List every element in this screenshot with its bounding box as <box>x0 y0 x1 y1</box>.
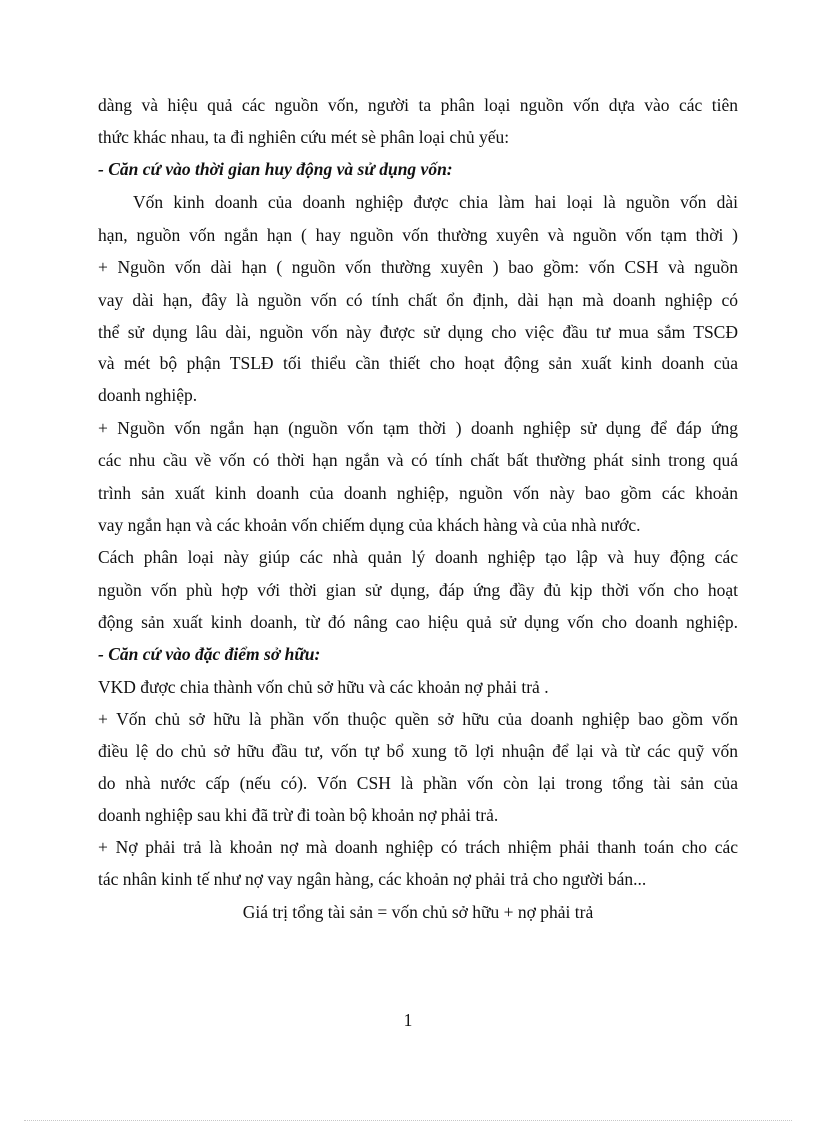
page-bottom-divider <box>24 1120 792 1121</box>
body-text-line: tác nhân kinh tế như nợ vay ngân hàng, các khoản nợ phải trả cho người bán... <box>98 869 647 889</box>
page-number: 1 <box>403 1010 413 1030</box>
body-text-line: các nhu cầu về vốn có thời hạn ngắn và có tính chất bất thường phát sinh trong quá <box>98 450 738 470</box>
body-text-line: nguồn vốn phù hợp với thời gian sử dụng, đáp ứng đầy đủ kịp thời vốn cho hoạt <box>98 580 738 600</box>
body-text-line: do nhà nước cấp (nếu có). Vốn CSH là phần vốn còn lại trong tổng tài sản của <box>98 773 738 793</box>
body-text-line: dàng và hiệu quả các nguồn vốn, người ta phân loại nguồn vốn dựa vào các tiên <box>98 95 738 115</box>
body-text-line: + Nợ phải trả là khoản nợ mà doanh nghiệp có trách nhiệm phải thanh toán cho các <box>98 837 738 857</box>
body-text-line: VKD được chia thành vốn chủ sở hữu và các khoản nợ phải trả . <box>98 677 549 697</box>
section-heading: - Căn cứ vào đặc điểm sở hữu: <box>98 644 321 664</box>
body-text-line: hạn, nguồn vốn ngắn hạn ( hay nguồn vốn thường xuyên và nguồn vốn tạm thời ) <box>98 225 738 245</box>
body-text-line: + Nguồn vốn dài hạn ( nguồn vốn thường xuyên ) bao gồm: vốn CSH và nguồn <box>98 257 738 277</box>
body-text-line: doanh nghiệp sau khi đã trừ đi toàn bộ khoản nợ phải trả. <box>98 805 499 825</box>
body-text-line: vay dài hạn, đây là nguồn vốn có tính chất ổn định, dài hạn mà doanh nghiệp có <box>98 290 738 310</box>
body-text-line: + Vốn chủ sở hữu là phần vốn thuộc quền sở hữu của doanh nghiệp bao gồm vốn <box>98 709 738 729</box>
body-text-line: Cách phân loại này giúp các nhà quản lý doanh nghiệp tạo lập và huy động các <box>98 547 738 567</box>
section-heading: - Căn cứ vào thời gian huy động và sử dụng vốn: <box>98 159 453 179</box>
formula-line: Giá trị tổng tài sản = vốn chủ sở hữu + nợ phải trả <box>242 902 594 922</box>
body-text-line: thể sử dụng lâu dài, nguồn vốn này được sử dụng cho việc đầu tư mua sắm TSCĐ <box>98 322 738 342</box>
body-text-line: động sản xuất kinh doanh, từ đó nâng cao hiệu quả sử dụng vốn cho doanh nghiệp. <box>98 612 738 632</box>
body-text-line: doanh nghiệp. <box>98 385 198 405</box>
body-text-line: và mét bộ phận TSLĐ tối thiểu cần thiết cho hoạt động sản xuất kinh doanh của <box>98 353 738 373</box>
body-text-line: Vốn kinh doanh của doanh nghiệp được chia làm hai loại là nguồn vốn dài <box>133 192 738 212</box>
body-text-line: vay ngắn hạn và các khoản vốn chiếm dụng của khách hàng và của nhà nước. <box>98 515 641 535</box>
body-text-line: điều lệ do chủ sở hữu đầu tư, vốn tự bổ xung tõ lợi nhuận để lại và từ các quỹ vốn <box>98 741 738 761</box>
body-text-line: thức khác nhau, ta đi nghiên cứu mét sè phân loại chủ yếu: <box>98 127 510 147</box>
body-text-line: + Nguồn vốn ngắn hạn (nguồn vốn tạm thời ) doanh nghiệp sử dụng để đáp ứng <box>98 418 738 438</box>
body-text-line: trình sản xuất kinh doanh của doanh nghiệp, nguồn vốn này bao gồm các khoản <box>98 483 738 503</box>
